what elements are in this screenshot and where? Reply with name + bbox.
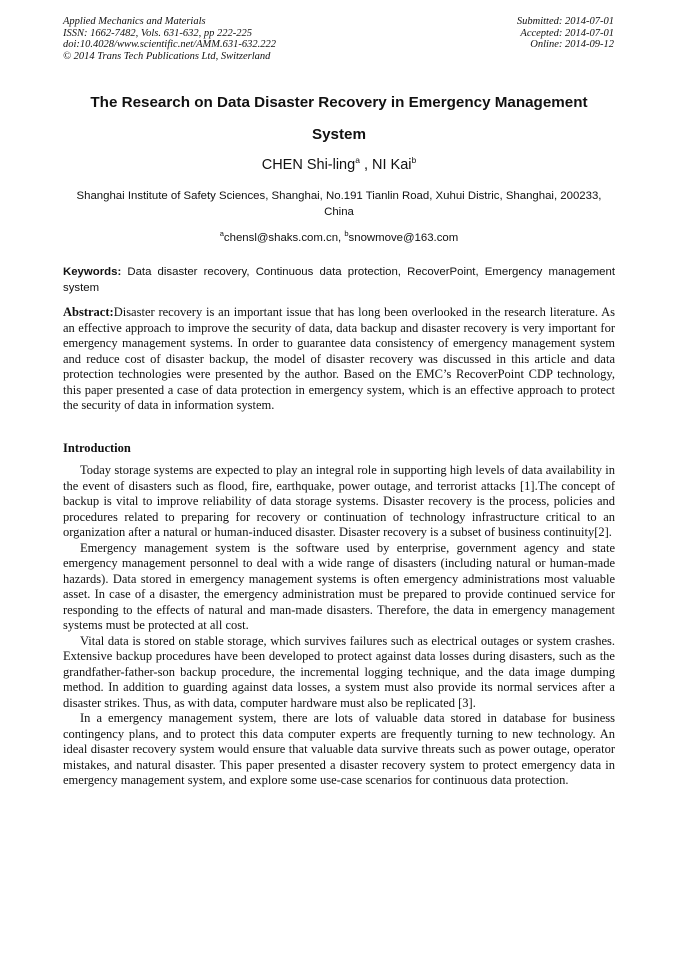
doi-line[interactable]: doi:10.4028/www.scientific.net/AMM.631-632.222: [63, 39, 276, 50]
email-2[interactable]: snowmove@163.com: [348, 231, 459, 244]
section-heading-introduction: Introduction: [63, 441, 131, 455]
copyright-line: © 2014 Trans Tech Publications Ltd, Switzerland: [63, 50, 271, 62]
author-separator: ,: [359, 156, 373, 173]
author-1: CHEN Shi-ling: [261, 156, 356, 173]
accepted-date: Accepted: 2014-07-01: [520, 27, 614, 39]
paragraph: In a emergency management system, there are lots of valuable data stored in database for business contingency plans, and to protect this data computer experts are frequently turning to new technology. An ideal disaster recovery system would ensure that valuable data survive threats such as power outage, operator mistakes, and natural disaster. This paper presented a disaster recovery system to protect emergency data in emergency management system, and explore some use-case scenarios for continuous data protection.: [63, 711, 615, 787]
keywords-block: [63, 265, 615, 296]
affiliation: Shanghai Institute of Safety Sciences, Shanghai, No.191 Tianlin Road, Xuhui Distric, Shanghai, 200233, China: [76, 190, 602, 218]
email-1-mark: a: [219, 229, 224, 238]
title-line-2: System: [311, 126, 367, 143]
author-emails: [63, 229, 615, 244]
keywords-text: Data disaster recovery, Continuous data protection, RecoverPoint, Emergency management system: [63, 266, 615, 294]
email-1[interactable]: chensl@shaks.com.cn,: [223, 231, 345, 244]
paragraph: Vital data is stored on stable storage, which survives failures such as electrical outages or system crashes. Extensive backup procedures have been developed to protect against data losses during disasters, such as the grandfather-father-son backup procedure, the incremental logging technique, and the data image dumping method. In addition to guarding against data losses, a system must also provide its normal services after a disaster strikes. Thus, as with data, computer hardware must also be replicated [3].: [63, 633, 615, 710]
paper-title: [63, 87, 615, 151]
title-line-1: The Research on Data Disaster Recovery in Emergency Management: [90, 94, 588, 111]
author-2: NI Kai: [372, 156, 412, 173]
keywords-label: Keywords:: [63, 266, 122, 278]
paragraph: Emergency management system is the software used by enterprise, government agency and state emergency management personnel to deal with a wide range of disasters (including natural or human-made hazards). Data stored in emergency management systems is often emergency administrations most valuable asset. In case of a disaster, the emergency administration must be prepared to provide continued service for responding to the effects of natural and man-made disasters. Therefore, the data in emergency management systems must be protected at all cost.: [63, 540, 615, 632]
issn-line: ISSN: 1662-7482, Vols. 631-632, pp 222-225: [63, 27, 252, 39]
author-list: [63, 155, 615, 173]
abstract-text: Disaster recovery is an important issue that has long been overlooked in the research literature. As an effective approach to improve the security of data, data backup and disaster recovery is very important for emergency management systems. In order to guarantee data consistency of emergency management system and reduce cost of disaster backup, the model of disaster recovery was discussed in this article and data protection technologies were presented by the author. Based on the EMC’s RecoverPoint CDP technology, this paper presented a case of data protection in emergency system, which is an effective approach to protect the security of data in information system.: [63, 305, 615, 412]
introduction-body: [63, 463, 615, 789]
author-2-affil-mark: b: [411, 155, 417, 165]
submitted-date: Submitted: 2014-07-01: [516, 16, 614, 27]
online-date: Online: 2014-09-12: [530, 39, 614, 50]
abstract-label: Abstract:: [63, 305, 114, 319]
abstract-block: [63, 305, 615, 414]
journal-header-right: [517, 16, 614, 51]
paragraph: Today storage systems are expected to play an integral role in supporting high levels of data availability in the event of disasters such as flood, fire, earthquake, power outage, and terrorist attacks [1].The concept of backup is vital to improve reliability of data storage systems. Disaster recovery is the process, policies and procedures related to preparing for recovery or continuation of technology infrastructure critical to an organization after a natural or human-induced disaster. Disaster recovery is a subset of business continuity[2].: [63, 463, 615, 539]
journal-name: Applied Mechanics and Materials: [63, 16, 206, 27]
journal-header-left: [63, 16, 276, 62]
email-2-mark: b: [344, 229, 349, 238]
author-1-affil-mark: a: [355, 155, 360, 165]
